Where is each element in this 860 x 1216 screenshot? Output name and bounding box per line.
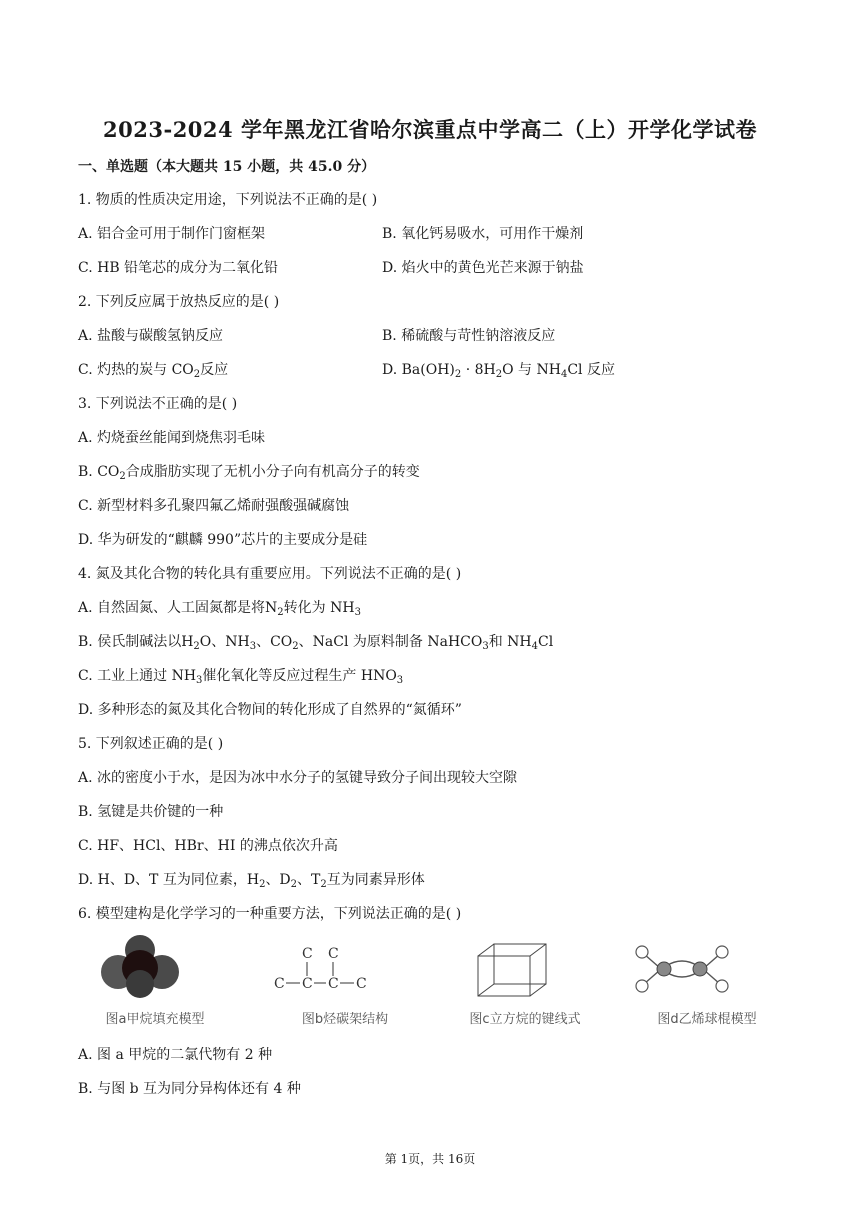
- q3-option-d: D. 华为研发的“麒麟 990”芯片的主要成分是硅: [78, 532, 368, 548]
- carbon-atom-label: C: [302, 946, 313, 962]
- q2-option-a: A. 盐酸与碳酸氢钠反应: [78, 328, 224, 344]
- page-title: 2023-2024 学年黑龙江省哈尔滨重点中学高二（上）开学化学试卷: [103, 117, 757, 142]
- q2-option-b: B. 稀硫酸与苛性钠溶液反应: [382, 328, 556, 344]
- carbon-atom-label: C: [328, 946, 339, 962]
- q5-option-b: B. 氢键是共价键的一种: [78, 804, 224, 820]
- q6-stem: 6. 模型建构是化学学习的一种重要方法，下列说法正确的是( ): [78, 906, 462, 922]
- q1-option-c: C. HB 铅笔芯的成分为二氧化铅: [78, 260, 279, 276]
- methane-filling-model-image: [70, 930, 240, 1010]
- q1-option-b: B. 氧化钙易吸水，可用作干燥剂: [382, 226, 584, 242]
- q3-option-c: C. 新型材料多孔聚四氟乙烯耐强酸强碱腐蚀: [78, 498, 350, 514]
- q5-option-c: C. HF、HCl、HBr、HI 的沸点依次升高: [78, 838, 338, 854]
- carbon-skeleton-image: [260, 930, 430, 1010]
- q6-option-b: B. 与图 b 互为同分异构体还有 4 种: [78, 1081, 301, 1097]
- section-heading: 一、单选题（本大题共 15 小题，共 45.0 分）: [78, 159, 376, 175]
- q6-figures: [70, 930, 790, 1030]
- q5-option-d: D. H、D、T 互为同位素，$H_2$、$D_2$、$T_2$互为同素异形体: [78, 872, 425, 890]
- carbon-atom-label: C: [328, 976, 339, 992]
- q4-stem: 4. 氮及其化合物的转化具有重要应用。下列说法不正确的是( ): [78, 566, 462, 582]
- q3-stem: 3. 下列说法不正确的是( ): [78, 396, 238, 412]
- q5-option-a: A. 冰的密度小于水，是因为冰中水分子的氢键导致分子间出现较大空隙: [78, 770, 518, 786]
- q1-option-d: D. 焰火中的黄色光芒来源于钠盐: [382, 260, 584, 276]
- q2-option-d: D. $Ba(OH)_2 \cdot 8H_2O$ 与 $NH_4Cl$ 反应: [382, 362, 615, 380]
- figure-c-caption: 图c立方烷的键线式: [469, 1012, 581, 1027]
- figure-b-caption: 图b烃碳架结构: [301, 1012, 389, 1027]
- q1-option-a: A. 铝合金可用于制作门窗框架: [78, 226, 266, 242]
- q3-option-b: B. $CO_2$合成脂肪实现了无机小分子向有机高分子的转变: [78, 464, 420, 482]
- q4-option-c: C. 工业上通过 $NH_3$催化氧化等反应过程生产 $HNO_3$: [78, 668, 404, 686]
- q2-option-c: C. 灼热的炭与 $CO_2$反应: [78, 362, 229, 380]
- carbon-atom-label: C: [302, 976, 313, 992]
- q6-option-a: A. 图 a 甲烷的二氯代物有 2 种: [78, 1047, 273, 1063]
- q1-stem: 1. 物质的性质决定用途，下列说法不正确的是( ): [78, 192, 378, 208]
- figure-c: [440, 930, 610, 1030]
- page-footer: 第 1页，共 16页: [384, 1152, 476, 1166]
- figure-d: [622, 930, 792, 1030]
- figure-b: [260, 930, 430, 1030]
- carbon-atom-label: C: [356, 976, 367, 992]
- carbon-atom-label: C: [274, 976, 285, 992]
- q2-stem: 2. 下列反应属于放热反应的是( ): [78, 294, 280, 310]
- figure-a-caption: 图a甲烷填充模型: [105, 1012, 205, 1027]
- q3-option-a: A. 灼烧蚕丝能闻到烧焦羽毛味: [78, 430, 266, 446]
- figure-d-caption: 图d乙烯球棍模型: [657, 1012, 757, 1027]
- q4-option-a: A. 自然固氮、人工固氮都是将$N_2$转化为 $NH_3$: [78, 600, 361, 618]
- ethylene-ball-stick-model-image: [622, 930, 792, 1010]
- q4-option-d: D. 多种形态的氮及其化合物间的转化形成了自然界的“氮循环”: [78, 702, 462, 718]
- cubane-line-structure-image: [440, 930, 610, 1010]
- q4-option-b: B. 侯氏制碱法以$H_2O$、$NH_3$、$CO_2$、NaCl 为原料制备 NaHCO$_3$和 $NH_4Cl$: [78, 634, 554, 652]
- figure-a: [70, 930, 240, 1030]
- q5-stem: 5. 下列叙述正确的是( ): [78, 736, 224, 752]
